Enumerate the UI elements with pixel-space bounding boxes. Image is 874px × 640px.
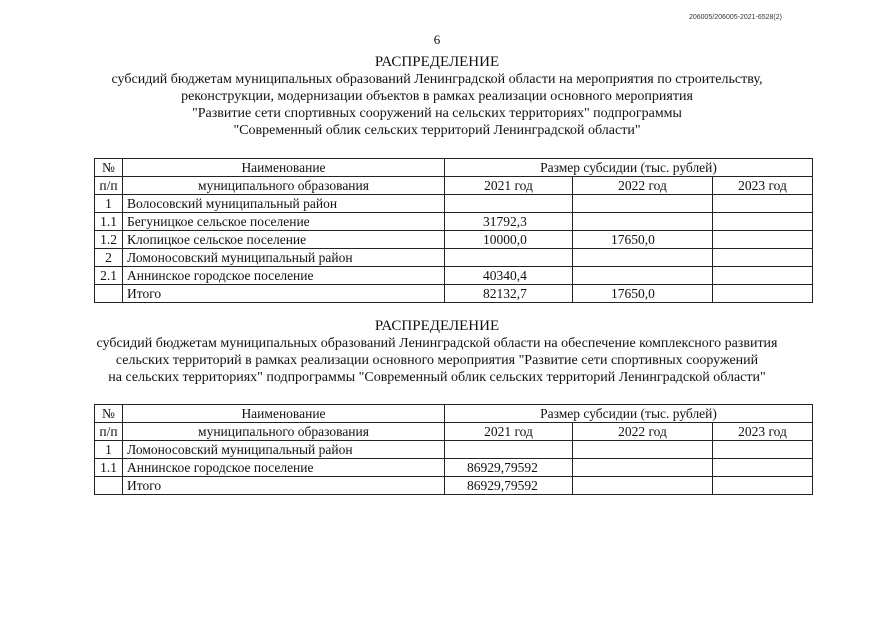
row-value-2021: [445, 195, 573, 213]
distribution-title-2: [0, 318, 874, 386]
header-year: 2021 год: [445, 423, 573, 441]
total-row: [95, 285, 813, 303]
row-name: Итого: [123, 477, 445, 495]
row-value-2021: 31792,3: [445, 213, 573, 231]
row-value-2021: [445, 249, 573, 267]
subtitle-line: "Развитие сети спортивных сооружений на сельских территориях" подпрограммы: [192, 106, 682, 121]
header-size: Размер субсидии (тыс. рублей): [445, 159, 813, 177]
row-name: Волосовский муниципальный район: [123, 195, 445, 213]
document-id: 206005/206005-2021-6528(2): [688, 14, 782, 21]
subtitle-line: на сельских территориях" подпрограммы "Современный облик сельских территорий Ленинградской области": [108, 370, 766, 385]
row-value-2023: [713, 213, 813, 231]
header-year: 2022 год: [573, 177, 713, 195]
subsidy-table-2: [94, 404, 813, 495]
row-value-2022: [573, 441, 713, 459]
row-value-2022: [573, 213, 713, 231]
row-value-2021: 82132,7: [445, 285, 573, 303]
row-value-2023: [713, 231, 813, 249]
row-value-2021: 40340,4: [445, 267, 573, 285]
row-value-2022: [573, 195, 713, 213]
distribution-heading-1: РАСПРЕДЕЛЕНИЕ: [374, 54, 500, 70]
row-value-2022: 17650,0: [573, 231, 713, 249]
row-value-2022: [573, 249, 713, 267]
subtitle-line: сельских территорий в рамках реализации основного мероприятия "Развитие сети спортивных сооружений: [115, 353, 759, 368]
row-name: Ломоносовский муниципальный район: [123, 441, 445, 459]
row-num: [95, 477, 123, 495]
table-header-row: [95, 159, 813, 177]
row-name: Аннинское городское поселение: [123, 267, 445, 285]
distribution-title-1: [0, 54, 874, 139]
row-value-2023: [713, 267, 813, 285]
row-name: Аннинское городское поселение: [123, 459, 445, 477]
row-num: 1.2: [95, 231, 123, 249]
row-value-2023: [713, 477, 813, 495]
row-value-2021: 86929,79592: [445, 459, 573, 477]
row-num: [95, 285, 123, 303]
header-size: Размер субсидии (тыс. рублей): [445, 405, 813, 423]
header-year: 2021 год: [445, 177, 573, 195]
row-value-2023: [713, 249, 813, 267]
table-row: [95, 459, 813, 477]
row-num: 1.1: [95, 213, 123, 231]
subtitle-line: "Современный облик сельских территорий Ленинградской области": [233, 123, 641, 138]
table-header-row: [95, 405, 813, 423]
header-year: 2022 год: [573, 423, 713, 441]
row-num: 2: [95, 249, 123, 267]
header-name: муниципального образования: [123, 177, 445, 195]
table-row: [95, 441, 813, 459]
row-value-2021: [445, 441, 573, 459]
row-name: Бегуницкое сельское поселение: [123, 213, 445, 231]
table-header-row: [95, 423, 813, 441]
row-value-2022: [573, 459, 713, 477]
table-row: [95, 231, 813, 249]
row-num: 1: [95, 441, 123, 459]
row-value-2021: 86929,79592: [445, 477, 573, 495]
table-header-row: [95, 177, 813, 195]
table-row: [95, 195, 813, 213]
row-value-2023: [713, 285, 813, 303]
row-value-2022: [573, 477, 713, 495]
header-year: 2023 год: [713, 177, 813, 195]
distribution-heading-2: РАСПРЕДЕЛЕНИЕ: [374, 318, 500, 334]
header-year: 2023 год: [713, 423, 813, 441]
header-num: п/п: [95, 177, 123, 195]
row-name: Итого: [123, 285, 445, 303]
table-row: [95, 213, 813, 231]
row-value-2021: 10000,0: [445, 231, 573, 249]
header-name: Наименование: [123, 405, 445, 423]
total-row: [95, 477, 813, 495]
row-num: 2.1: [95, 267, 123, 285]
subtitle-line: субсидий бюджетам муниципальных образований Ленинградской области на мероприятия по строительству,: [111, 72, 763, 87]
row-num: 1: [95, 195, 123, 213]
page-number: 6: [433, 32, 441, 47]
subtitle-line: реконструкции, модернизации объектов в рамках реализации основного мероприятия: [181, 89, 693, 104]
header-name: муниципального образования: [123, 423, 445, 441]
row-num: 1.1: [95, 459, 123, 477]
table-row: [95, 249, 813, 267]
header-num: п/п: [95, 423, 123, 441]
row-value-2023: [713, 441, 813, 459]
row-name: Клопицкое сельское поселение: [123, 231, 445, 249]
row-value-2022: [573, 267, 713, 285]
row-name: Ломоносовский муниципальный район: [123, 249, 445, 267]
row-value-2023: [713, 459, 813, 477]
header-num: №: [95, 159, 123, 177]
header-name: Наименование: [123, 159, 445, 177]
row-value-2023: [713, 195, 813, 213]
row-value-2022: 17650,0: [573, 285, 713, 303]
subsidy-table-1: [94, 158, 813, 303]
subtitle-line: субсидий бюджетам муниципальных образований Ленинградской области на обеспечение комплексного развития: [96, 336, 778, 351]
table-row: [95, 267, 813, 285]
header-num: №: [95, 405, 123, 423]
